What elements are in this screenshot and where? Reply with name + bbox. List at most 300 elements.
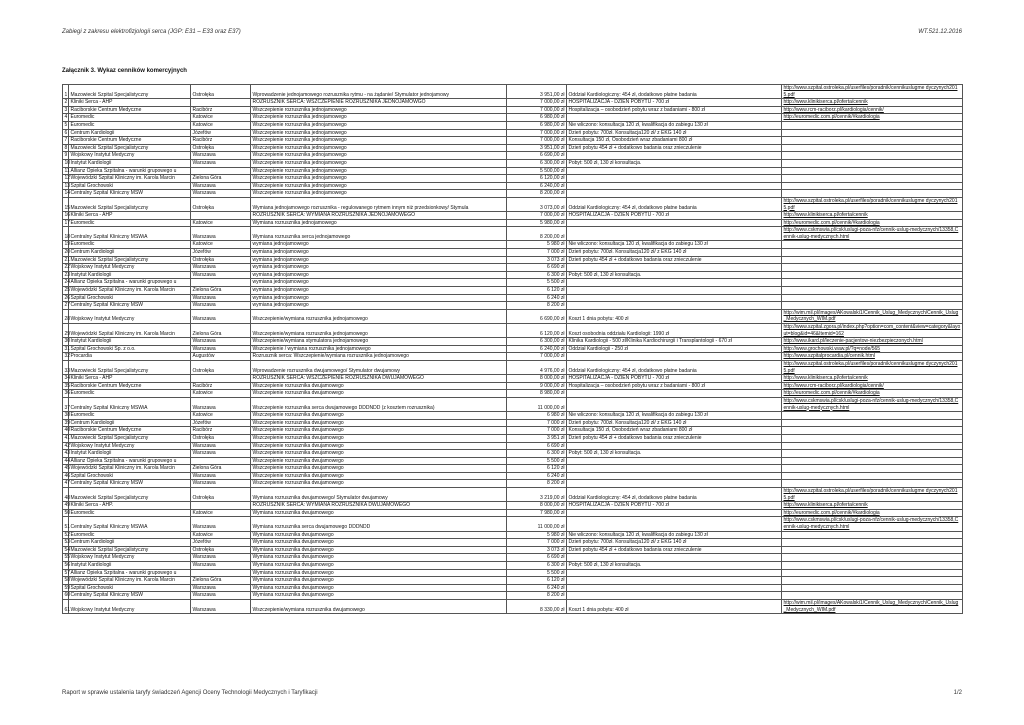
- table-row: [63, 457, 963, 465]
- source-link[interactable]: http://www.ikard.pl/leczenie-pacjentow-niezbezpieczonych.html: [782, 338, 963, 346]
- provider-name: Kliniki Serca - AHP: [69, 99, 191, 107]
- provider-name: Mazowiecki Szpital Specjalistyczny: [69, 546, 191, 554]
- table-row: [63, 114, 963, 122]
- provider-city: Warszawa: [191, 345, 251, 353]
- procedure-name: wymiana jednojamowego: [251, 279, 507, 287]
- price-note: [567, 480, 782, 488]
- table-row: [63, 129, 963, 137]
- price-note: Pobyt: 500 zł, 130 zł konsultacja.: [567, 562, 782, 570]
- source-link: [782, 577, 963, 585]
- procedure-price: 6 240 zł: [507, 472, 567, 480]
- table-row: [63, 480, 963, 488]
- table-row: [63, 345, 963, 353]
- procedure-price: 6 690,00 zł: [507, 309, 567, 323]
- source-link[interactable]: http://euromedic.com.pl/cennik/#kardiologia: [782, 219, 963, 227]
- procedure-name: Wymiana rozrusznika dwujamowego: [251, 569, 507, 577]
- row-number: 22: [64, 264, 71, 271]
- procedure-name: Wszczepienie / wymiana rozrusznika jednojamowego: [251, 345, 507, 353]
- procedure-name: wymiana jednojamowego: [251, 294, 507, 302]
- table-row: [63, 175, 963, 183]
- price-note: HOSPITALIZACJA - DZIEŃ POBYTU - 700 zł: [567, 502, 782, 510]
- procedure-name: Wprowadzenie rozrusznika dwujamowego/ Stymulator dwujamowy: [251, 360, 507, 374]
- provider-city: Warszawa: [191, 554, 251, 562]
- provider-city: Warszawa: [191, 190, 251, 198]
- price-note: Hospitalizacja – osobodzień pobytu wraz z badaniami - 800 zł: [567, 106, 782, 114]
- provider-city: Zielona Góra: [191, 577, 251, 585]
- procedure-price: 7 000,00 zł: [507, 137, 567, 145]
- price-note: [567, 592, 782, 600]
- provider-name: Centralny Szpital Kliniczny MSW: [69, 480, 191, 488]
- provider-city: [191, 375, 251, 383]
- procedure-name: Wszczepienie rozrusznika jednojamowego: [251, 159, 507, 167]
- provider-name: Szpital Grochowski: [69, 472, 191, 480]
- source-link: [782, 152, 963, 160]
- row-number: 14: [64, 190, 71, 197]
- row-number: 44: [64, 457, 71, 464]
- source-link: [782, 472, 963, 480]
- procedure-price: 3 219,00 zł: [507, 488, 567, 502]
- provider-name: Raciborskie Centrum Medyczne: [69, 137, 191, 145]
- price-note: Dzień pobytu: 700zł. Konsultacja120 zł/ z EKG 140 zł: [567, 539, 782, 547]
- table-row: [63, 434, 963, 442]
- source-link: [782, 137, 963, 145]
- provider-city: Warszawa: [191, 294, 251, 302]
- procedure-price: 6 300 zł: [507, 562, 567, 570]
- procedure-price: 6 690,00 zł: [507, 152, 567, 160]
- provider-name: Instytut Kardiologii: [69, 562, 191, 570]
- source-link: [782, 584, 963, 592]
- row-number: 15: [63, 197, 69, 211]
- source-link: [782, 256, 963, 264]
- source-link[interactable]: http://www.klinikiserca.pl/oferta/cennik: [782, 375, 963, 383]
- source-link[interactable]: http://wim.mil.pl/images/AKowalski1/Cennik_Uslug_Medycznych/Cennik_Uslug_Medycznych_WIM.pdf: [782, 309, 963, 323]
- source-link: [782, 167, 963, 175]
- procedure-price: 8 200,00 zł: [507, 227, 567, 241]
- row-number: 1: [63, 85, 69, 99]
- provider-city: [191, 212, 251, 220]
- provider-name: Wojewódzki Szpital Kliniczny im. Karola Marcin: [69, 577, 191, 585]
- procedure-price: 5 980 zł: [507, 531, 567, 539]
- provider-name: Wojewódzki Szpital Kliniczny im. Karola Marcin: [69, 465, 191, 473]
- source-link: [782, 190, 963, 198]
- source-link: [782, 264, 963, 272]
- provider-name: Kliniki Serca - AHP: [69, 212, 191, 220]
- procedure-price: 6 240,00 zł: [507, 345, 567, 353]
- procedure-name: wymiana jednojamowego: [251, 264, 507, 272]
- price-note: Dzień pobytu 454 zł + dodatkowo badania oraz znieczulenie: [567, 256, 782, 264]
- source-link[interactable]: http://www.cskmswia.pl/csk/uslugi-poza-nfz/cennik-uslug-medycznych/13358,Cennik-uslug-medycznych.html: [782, 517, 963, 531]
- source-link[interactable]: http://www.szpital.ostroleka.pl/userfiles/poradnik/cennikuslugme dyczynych2015.pdf: [782, 197, 963, 211]
- page-title: Załącznik 3. Wykaz cenników komercyjnych: [62, 68, 187, 74]
- table-row: [63, 249, 963, 257]
- provider-city: Zielona Góra: [191, 175, 251, 183]
- procedure-price: 7 000 zł: [507, 249, 567, 257]
- provider-city: Józefów: [191, 419, 251, 427]
- source-link: [782, 419, 963, 427]
- row-number: 4: [64, 114, 68, 121]
- table-row: [63, 375, 963, 383]
- procedure-price: 11 000,00 zł: [507, 397, 567, 411]
- provider-name: Allianz Opieka Szpitalna - warunki grupowego u: [69, 167, 191, 175]
- source-link[interactable]: http://www.rcm-raciborz.pl/kardiologia/cennik/: [782, 106, 963, 114]
- source-link: [782, 457, 963, 465]
- price-note: [567, 264, 782, 272]
- procedure-price: 8 000,00 zł: [507, 375, 567, 383]
- procedure-price: 8 200,00 zł: [507, 190, 567, 198]
- row-number: 48: [63, 488, 69, 502]
- procedure-name: Wszczepienie rozrusznika jednojamowego: [251, 129, 507, 137]
- source-link: [782, 562, 963, 570]
- procedure-price: 7 000,00 zł: [507, 99, 567, 107]
- table-row: [63, 227, 963, 241]
- price-note: [567, 175, 782, 183]
- procedure-name: wymiana jednojamowego: [251, 271, 507, 279]
- row-number: 52: [64, 531, 71, 538]
- provider-city: Katowice: [191, 219, 251, 227]
- source-link: [782, 427, 963, 435]
- provider-name: Kliniki Serca - AHP.: [69, 502, 191, 510]
- price-note: Hospitalizacja – osobodzień pobytu wraz z badaniami - 800 zł: [567, 382, 782, 390]
- procedure-name: Wymiana rozrusznika dwujamowego: [251, 539, 507, 547]
- row-number: 35: [64, 382, 71, 389]
- price-note: [567, 182, 782, 190]
- table-row: [63, 360, 963, 374]
- source-link: [782, 182, 963, 190]
- provider-city: Katowice: [191, 241, 251, 249]
- procedure-name: Wszczepienie rozrusznika jednojamowego: [251, 190, 507, 198]
- procedure-name: Wszczepienie rozrusznika dwujamowego: [251, 465, 507, 473]
- procedure-name: Wprowadzenie jednojamowego rozrusznika rytmu - na żądanie/ Stymulator jednojamowy: [251, 85, 507, 99]
- provider-city: Warszawa: [191, 338, 251, 346]
- procedure-name: Wszczepienie rozrusznika dwujamowego: [251, 434, 507, 442]
- source-link[interactable]: http://www.szpital.ostroleka.pl/userfiles/poradnik/cennikuslugme dyczynych2015.pdf: [782, 360, 963, 374]
- provider-city: [191, 99, 251, 107]
- procedure-price: 6 980,00 zł: [507, 121, 567, 129]
- provider-name: Centrum Kardiologii: [69, 249, 191, 257]
- price-list-table: [62, 84, 963, 614]
- table-row: [63, 279, 963, 287]
- price-note: [567, 465, 782, 473]
- source-link[interactable]: http://www.rcm-raciborz.pl/kardiologia/cennik/: [782, 382, 963, 390]
- provider-city: [191, 279, 251, 287]
- procedure-name: Wszczepienie/wymiana rozrusznika dwujamowego: [251, 599, 507, 613]
- price-note: Konsultacja 150 zł, Osobodzień wraz zbadaniami 800 zł: [567, 137, 782, 145]
- table-row: [63, 577, 963, 585]
- provider-name: Szpital Grochowski: [69, 584, 191, 592]
- provider-city: Ostrołęka: [191, 197, 251, 211]
- row-number: 41: [64, 434, 71, 441]
- row-number: 53: [64, 539, 71, 546]
- price-note: Pobyt: 500 zł, 130 zł konsultacja.: [567, 271, 782, 279]
- procedure-name: Wszczepienie rozrusznika jednojamowego: [251, 121, 507, 129]
- procedure-price: 5 500,00 zł: [507, 167, 567, 175]
- row-number: 3: [64, 106, 68, 113]
- table-row: [63, 152, 963, 160]
- row-number: 25: [64, 287, 71, 294]
- procedure-price: 11 000,00 zł: [507, 517, 567, 531]
- procedure-name: Wymiana rozrusznika dwujamowego: [251, 554, 507, 562]
- price-note: Nie wliczono: konsultacja 120 zł, kwalifikacja do zabiegu 130 zł: [567, 412, 782, 420]
- provider-name: Euromedic: [69, 121, 191, 129]
- price-note: [567, 397, 782, 411]
- price-note: HOSPITALIZACJA - DZIEŃ POBYTU - 700 zł: [567, 375, 782, 383]
- procedure-name: Wszczepienie rozrusznika jednojamowego: [251, 114, 507, 122]
- table-row: [63, 569, 963, 577]
- row-number: 20: [64, 249, 71, 256]
- table-row: [63, 539, 963, 547]
- price-note: Oddział Kardiologiczny: 454 zł, dodatkowo płatne badania: [567, 85, 782, 99]
- price-note: [567, 390, 782, 398]
- source-link: [782, 287, 963, 295]
- table-row: [63, 442, 963, 450]
- table-row: [63, 264, 963, 272]
- source-link[interactable]: http://www.klinikiserca.pl/oferta/cennik: [782, 99, 963, 107]
- table-row: [63, 137, 963, 145]
- provider-name: Instytut Kardiologii: [69, 450, 191, 458]
- procedure-name: ROZRUSZNIK SERCA: WYMIANA ROZRUSZNIKA JEDNOJAMOWEGO: [251, 212, 507, 220]
- source-link[interactable]: http://euromedic.com.pl/cennik/#kardiologia: [782, 390, 963, 398]
- procedure-name: Wszczepienie rozrusznika jednojamowego: [251, 144, 507, 152]
- source-link[interactable]: http://www.klinikiserca.pl/oferta/cennik: [782, 502, 963, 510]
- procedure-name: Wszczepienie rozrusznika jednojamowego: [251, 152, 507, 160]
- provider-name: Wojskowy Instytut Medyczny: [69, 152, 191, 160]
- source-link: [782, 539, 963, 547]
- procedure-price: 3 073 zł: [507, 546, 567, 554]
- procedure-price: 6 980,00 zł: [507, 114, 567, 122]
- price-list-body: [63, 85, 963, 614]
- source-link[interactable]: http://www.szpitalprocardia.pl/cennik.html: [782, 353, 963, 361]
- provider-name: Centralny Szpital Kliniczny MSW: [69, 190, 191, 198]
- provider-name: Wojewódzki Szpital Kliniczny im. Karola Marcin: [69, 324, 191, 338]
- provider-name: Szpital Grochowski: [69, 182, 191, 190]
- source-link: [782, 412, 963, 420]
- procedure-name: Wymiana rozrusznika dwujamowego/ Stymulator dwujamowy: [251, 488, 507, 502]
- provider-name: Wojskowy Instytut Medyczny: [69, 309, 191, 323]
- provider-city: Warszawa: [191, 397, 251, 411]
- provider-city: Racibórz: [191, 137, 251, 145]
- provider-city: Warszawa: [191, 599, 251, 613]
- table-row: [63, 419, 963, 427]
- procedure-price: 7 000 zł: [507, 539, 567, 547]
- procedure-price: 5 500 zł: [507, 279, 567, 287]
- table-row: [63, 472, 963, 480]
- table-row: [63, 427, 963, 435]
- row-number: 59: [64, 584, 71, 591]
- provider-name: Wojskowy Instytut Medyczny: [69, 599, 191, 613]
- procedure-price: 6 690 zł: [507, 442, 567, 450]
- price-note: Pobyt: 500 zł, 130 zł konsultacja.: [567, 159, 782, 167]
- provider-name: Kliniki Serca - AHP: [69, 375, 191, 383]
- table-row: [63, 397, 963, 411]
- procedure-name: wymiana jednojamowego: [251, 287, 507, 295]
- table-row: [63, 584, 963, 592]
- page-number: 1/2: [953, 690, 962, 696]
- row-number: 16: [64, 212, 71, 219]
- row-number: 30: [64, 338, 71, 345]
- source-link: [782, 569, 963, 577]
- provider-city: Ostrołęka: [191, 360, 251, 374]
- source-link[interactable]: http://euromedic.com.pl/cennik/#kardiologia: [782, 509, 963, 517]
- page-header-right: WT.521.12.2016: [918, 29, 962, 35]
- table-row: [63, 324, 963, 338]
- procedure-name: Wszczepienie rozrusznika dwujamowego: [251, 382, 507, 390]
- row-number: 8: [64, 144, 68, 151]
- procedure-price: 8 200 zł: [507, 592, 567, 600]
- price-note: [567, 167, 782, 175]
- source-link[interactable]: http://euromedic.com.pl/cennik/#kardiologia: [782, 114, 963, 122]
- row-number: 43: [64, 450, 71, 457]
- source-link[interactable]: http://www.szpital.zgora.pl/index.php?option=com_content&view=category&layout=blog&id=46&Itemid=162: [782, 324, 963, 338]
- price-note: [567, 294, 782, 302]
- price-note: HOSPITALIZACJA - DZIEŃ POBYTU - 700 zł: [567, 212, 782, 220]
- procedure-price: 4 976,00 zł: [507, 360, 567, 374]
- source-link[interactable]: http://wim.mil.pl/images/AKowalski1/Cennik_Uslug_Medycznych/Cennik_Uslug_Medycznych_WIM.pdf: [782, 599, 963, 613]
- price-note: [567, 353, 782, 361]
- row-number: 24: [64, 279, 71, 286]
- row-number: 34: [64, 375, 71, 382]
- row-number: 2: [64, 99, 68, 106]
- source-link[interactable]: http://www.klinikiserca.pl/oferta/cennik: [782, 212, 963, 220]
- provider-city: Racibórz: [191, 427, 251, 435]
- provider-name: Allianz Opieka Szpitalna - warunki grupowego u: [69, 457, 191, 465]
- row-number: 27: [64, 302, 71, 309]
- provider-name: Euromedic: [69, 412, 191, 420]
- provider-city: Ostrołęka: [191, 85, 251, 99]
- row-number: 33: [63, 360, 69, 374]
- source-link[interactable]: http://www.szpital.ostroleka.pl/userfiles/poradnik/cennikuslugme dyczynych2015.pdf: [782, 488, 963, 502]
- row-number: 13: [64, 182, 71, 189]
- procedure-name: Wszczepienie rozrusznika jednojamowego: [251, 175, 507, 183]
- procedure-price: 7 000 zł: [507, 419, 567, 427]
- provider-name: Mazowiecki Szpital Specjalistyczny: [69, 488, 191, 502]
- row-number: 5: [64, 121, 68, 128]
- procedure-price: 7 000 zł: [507, 427, 567, 435]
- provider-city: Ostrołęka: [191, 144, 251, 152]
- procedure-price: 3 951,00 zł: [507, 144, 567, 152]
- row-number: 11: [64, 167, 70, 174]
- provider-name: Raciborskie Centrum Medyczne: [69, 427, 191, 435]
- provider-name: Instytut Kardiologii: [69, 338, 191, 346]
- procedure-price: 6 690 zł: [507, 264, 567, 272]
- provider-city: Warszawa: [191, 562, 251, 570]
- provider-name: Instytut Kardiologii: [69, 159, 191, 167]
- procedure-name: Wszczepienie rozrusznika dwujamowego: [251, 450, 507, 458]
- price-note: [567, 152, 782, 160]
- procedure-name: Wszczepienie/wymiana stymulatora jednojamowego: [251, 338, 507, 346]
- provider-city: Warszawa: [191, 152, 251, 160]
- procedure-name: Wszczepienie rozrusznika dwujamowego: [251, 390, 507, 398]
- provider-city: Ostrołęka: [191, 488, 251, 502]
- provider-city: Katowice: [191, 114, 251, 122]
- provider-city: Katowice: [191, 531, 251, 539]
- table-row: [63, 256, 963, 264]
- provider-city: Warszawa: [191, 480, 251, 488]
- row-number: 47: [64, 480, 71, 487]
- row-number: 56: [64, 562, 71, 568]
- table-row: [63, 99, 963, 107]
- price-note: Nie wliczono: konsultacja 120 zł, kwalifikacja do zabiegu 130 zł: [567, 121, 782, 129]
- price-note: [567, 517, 782, 531]
- provider-city: Augustów: [191, 353, 251, 361]
- table-row: [63, 338, 963, 346]
- procedure-price: 6 120 zł: [507, 577, 567, 585]
- price-note: Oddział Kardiologiczny: 454 zł, dodatkowo płatne badania: [567, 197, 782, 211]
- procedure-name: Wymiana rozrusznika dwujamowego: [251, 577, 507, 585]
- provider-name: Centrum Kardiologii: [69, 419, 191, 427]
- table-row: [63, 509, 963, 517]
- row-number: 38: [64, 412, 71, 419]
- provider-city: Zielona Góra: [191, 465, 251, 473]
- row-number: 26: [64, 294, 71, 301]
- source-link[interactable]: http://www.szpital.ostroleka.pl/userfiles/poradnik/cennikuslugme dyczynych2015.pdf: [782, 85, 963, 99]
- price-note: [567, 219, 782, 227]
- row-number: 31: [64, 345, 71, 352]
- procedure-name: Wymiana jednojamowego rozrusznika - regulowanego rytmem innym niż przedsionkowy/ Stymula: [251, 197, 507, 211]
- source-link: [782, 121, 963, 129]
- provider-city: Warszawa: [191, 517, 251, 531]
- provider-city: Warszawa: [191, 264, 251, 272]
- price-note: Dzień pobytu: 700zł. Konsultacja120 zł/ z EKG 140 zł: [567, 249, 782, 257]
- provider-name: Allianz Opieka Szpitalna - warunki grupowego u: [69, 279, 191, 287]
- procedure-price: 5 500 zł: [507, 457, 567, 465]
- provider-name: Centrum Kardiologii: [69, 129, 191, 137]
- provider-city: Racibórz: [191, 106, 251, 114]
- table-row: [63, 302, 963, 310]
- provider-city: Katowice: [191, 390, 251, 398]
- table-row: [63, 271, 963, 279]
- procedure-name: Wszczepienie rozrusznika dwujamowego: [251, 419, 507, 427]
- source-link: [782, 129, 963, 137]
- procedure-name: Wszczepienie/wymiana rozrusznika jednojamowego: [251, 324, 507, 338]
- row-number: 55: [64, 554, 71, 561]
- source-link: [782, 241, 963, 249]
- provider-name: Mazowiecki Szpital Specjalistyczny: [69, 434, 191, 442]
- row-number: 28: [63, 309, 69, 323]
- row-number: 7: [64, 137, 68, 144]
- procedure-price: 6 120,00 zł: [507, 324, 567, 338]
- provider-city: Warszawa: [191, 159, 251, 167]
- table-row: [63, 106, 963, 114]
- price-note: [567, 190, 782, 198]
- procedure-price: 6 240,00 zł: [507, 182, 567, 190]
- row-number: 49: [64, 502, 71, 509]
- source-link[interactable]: http://www.grochowski.waw.pl/?q=node/565: [782, 345, 963, 353]
- provider-city: Warszawa: [191, 309, 251, 323]
- procedure-name: Wymiana rozrusznika dwujamowego: [251, 562, 507, 570]
- provider-name: Euromedic: [69, 219, 191, 227]
- table-row: [63, 294, 963, 302]
- source-link: [782, 434, 963, 442]
- procedure-price: 6 240 zł: [507, 294, 567, 302]
- table-row: [63, 309, 963, 323]
- provider-city: Katowice: [191, 121, 251, 129]
- row-number: 61: [63, 599, 69, 613]
- procedure-price: 3 951 zł: [507, 434, 567, 442]
- procedure-price: 6 120,00 zł: [507, 175, 567, 183]
- source-link: [782, 531, 963, 539]
- row-number: 51: [63, 517, 69, 531]
- provider-name: Allianz Opieka Szpitalna - warunki grupowego u: [69, 569, 191, 577]
- provider-city: Zielona Góra: [191, 324, 251, 338]
- source-link: [782, 271, 963, 279]
- source-link[interactable]: http://www.cskmswia.pl/csk/uslugi-poza-nfz/cennik-uslug-medycznych/13358,Cennik-uslug-medycznych.html: [782, 227, 963, 241]
- source-link: [782, 546, 963, 554]
- table-row: [63, 599, 963, 613]
- table-row: [63, 382, 963, 390]
- provider-name: Wojewódzki Szpital Kliniczny im. Karola Marcin: [69, 287, 191, 295]
- provider-city: Warszawa: [191, 450, 251, 458]
- source-link[interactable]: http://www.cskmswia.pl/csk/uslugi-poza-nfz/cennik-uslug-medycznych/13358,Cennik-uslug-medycznych.html: [782, 397, 963, 411]
